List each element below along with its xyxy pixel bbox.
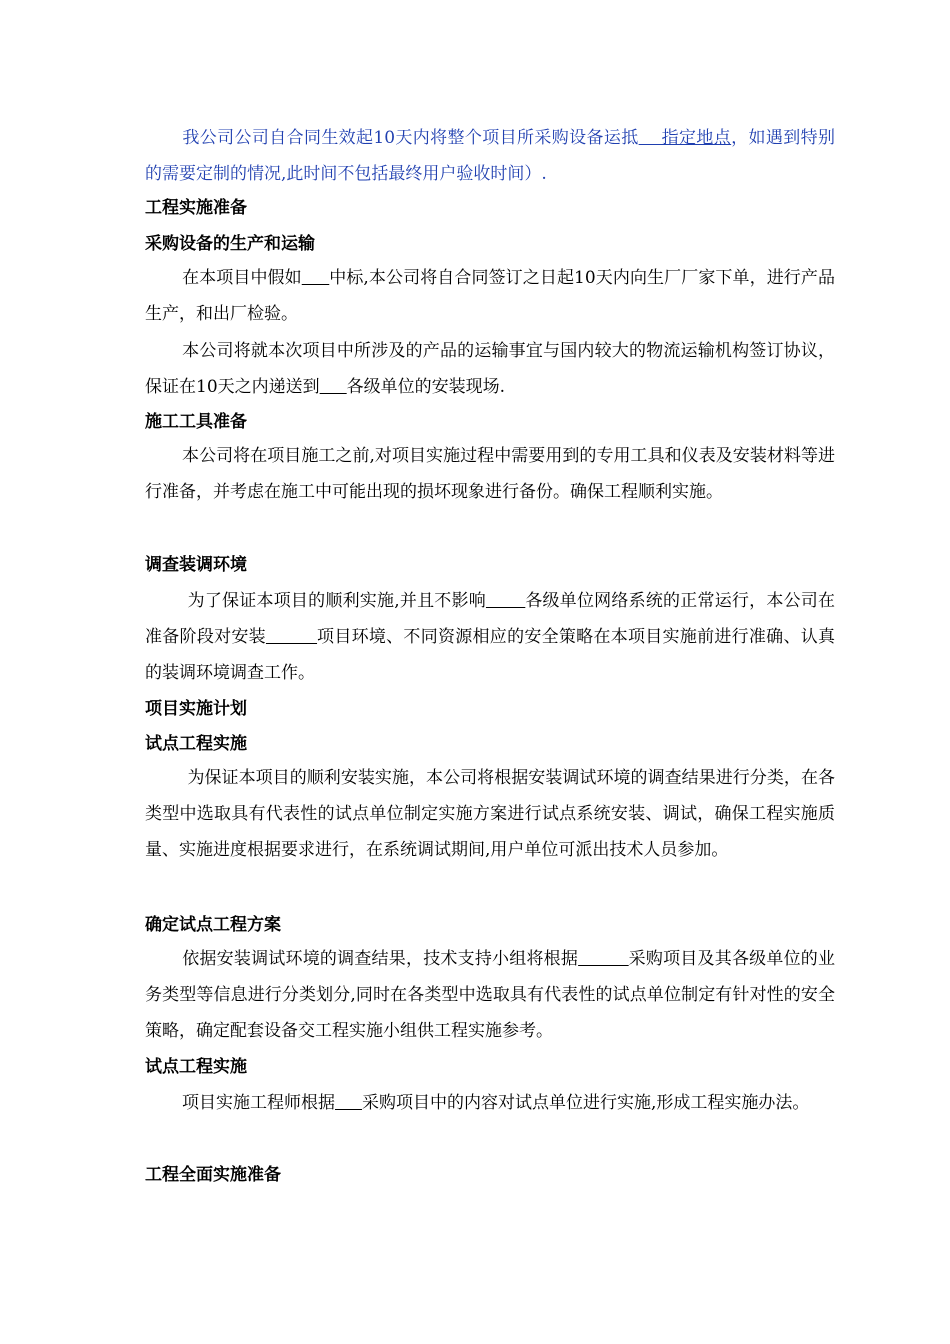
- environment-paragraph: 为了保证本项目的顺利实施,并且不影响 各级单位网络系统的正常运行，本公司在准备阶段对安装 项目环境、不同资源相应的安全策略在本项目实施前进行准确、认真的装调环境调查工作。: [145, 591, 836, 683]
- heading-implementation-plan: 项目实施计划: [145, 699, 247, 719]
- pilot-execution-paragraph: 项目实施工程师根据 采购项目中的内容对试点单位进行实施,形成工程实施办法。: [182, 1093, 810, 1113]
- heading-tools-preparation: 施工工具准备: [145, 412, 247, 432]
- pilot-paragraph: 为保证本项目的顺利安装实施，本公司将根据安装调试环境的调查结果进行分类，在各类型中选取具有代表性的试点单位制定实施方案进行试点系统安装、调试，确保工程实施质量、实施进度根据要求进行，在系统调试期间,用户单位可派出技术人员参加。: [145, 768, 835, 860]
- heading-full-implementation: 工程全面实施准备: [145, 1165, 281, 1185]
- heading-pilot-implementation: 试点工程实施: [145, 734, 247, 754]
- heading-pilot-plan: 确定试点工程方案: [145, 915, 281, 935]
- production-paragraph: 在本项目中假如 中标,本公司将自合同签订之日起10天内向生厂厂家下单，进行产品生产，和出厂检验。: [145, 268, 835, 324]
- heading-pilot-execution: 试点工程实施: [145, 1057, 247, 1077]
- tools-paragraph: 本公司将在项目施工之前,对项目实施过程中需要用到的专用工具和仪表及安装材料等进行准备，并考虑在施工中可能出现的损坏现象进行备份。确保工程顺利实施。: [145, 446, 835, 502]
- delivery-paragraph: 我公司公司自合同生效起10天内将整个项目所采购设备运抵 指定地点，如遇到特别的需要定制的情况,此时间不包括最终用户验收时间）.: [145, 128, 835, 184]
- heading-procurement-production: 采购设备的生产和运输: [145, 234, 315, 254]
- pilot-plan-paragraph: 依据安装调试环境的调查结果，技术支持小组将根据 采购项目及其各级单位的业务类型等信息进行分类划分,同时在各类型中选取具有代表性的试点单位制定有针对性的安全策略，确定配套设备交工程实施小组供工程实施参考。: [145, 949, 836, 1041]
- transport-paragraph: 本公司将就本次项目中所涉及的产品的运输事宜与国内较大的物流运输机构签订协议，保证在10天之内递送到 各级单位的安装现场.: [145, 341, 835, 397]
- heading-environment-survey: 调查装调环境: [145, 555, 247, 575]
- heading-engineering-preparation: 工程实施准备: [145, 198, 247, 218]
